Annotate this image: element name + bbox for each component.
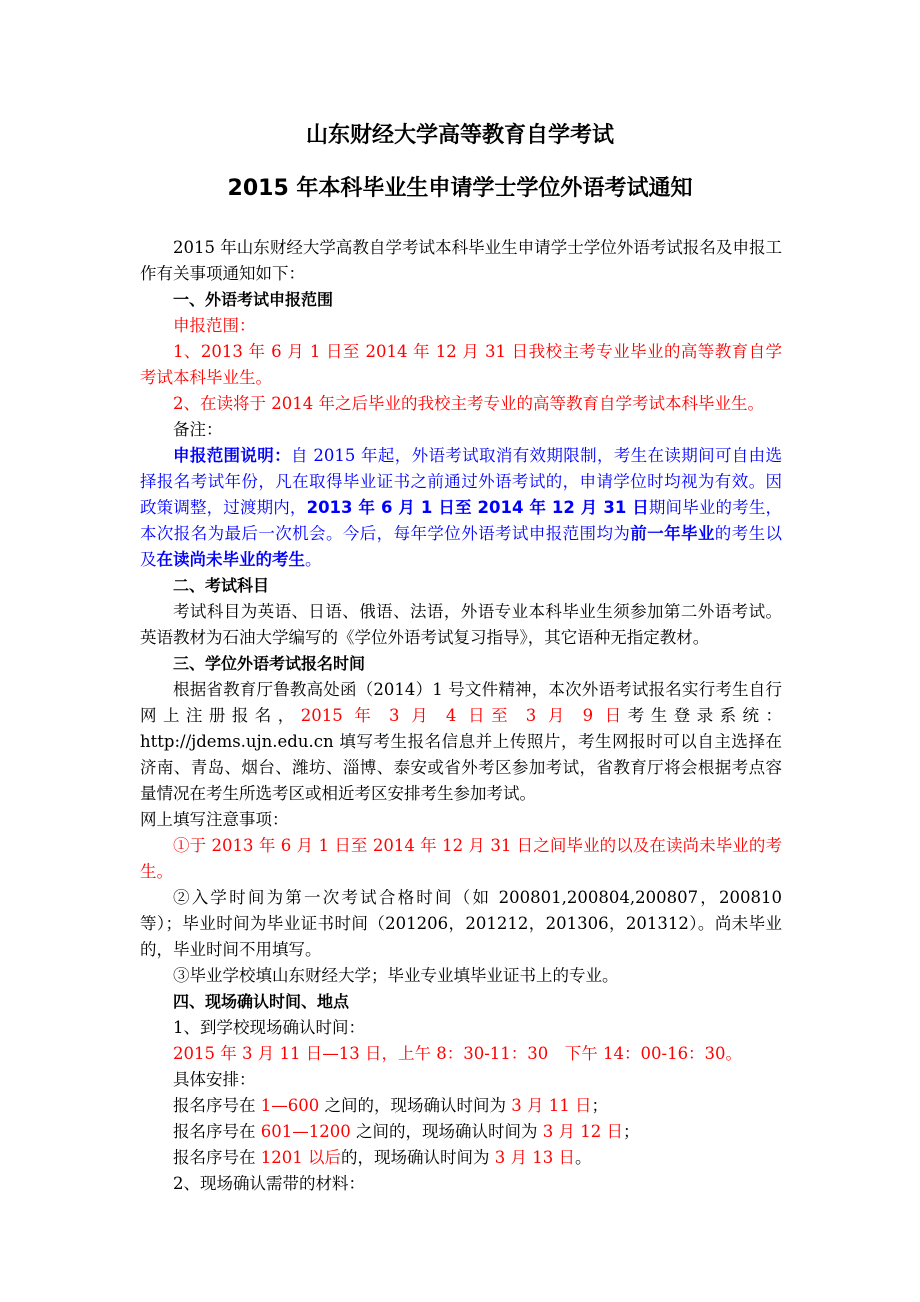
scope-item-2: 2、在读将于 2014 年之后毕业的我校主考专业的高等教育自学考试本科毕业生。 [173,394,764,413]
arrangement-suffix: 。 [574,1148,592,1167]
arrangement-row-1 [140,1093,782,1119]
note-label: 备注： [173,420,223,439]
scope-explanation [140,443,782,573]
arrangement-prefix: 报名序号在 [173,1148,261,1167]
arrangement-date: 3 月 11 日 [511,1096,592,1115]
section1-heading: 一、外语考试申报范围 [173,290,334,309]
arrangement-middle: 之间的，现场确认时间为 [350,1122,543,1141]
confirm-time: 2015 年 3 月 11 日—13 日，上午 8：30-11：30 下午 14：00-16：30。 [173,1044,743,1063]
arrangement-range: 601—1200 [260,1122,351,1141]
explanation-label: 申报范围说明： [173,446,291,465]
arrangement-row-2 [140,1119,782,1145]
explanation-date-range: 2013 年 6 月 1 日至 2014 年 12 月 31 日 [306,498,649,517]
arrangement-label: 具体安排： [173,1070,256,1089]
intro-paragraph: 2015 年山东财经大学高教自学考试本科毕业生申请学士学位外语考试报名及申报工作有关事项通知如下： [140,238,782,283]
explanation-text-2: 期间毕业的考生，本次报名为最后一次机会。今后，每年学位外语考试申报范围均为 [140,498,783,543]
arrangement-date: 3 月 12 日 [542,1122,623,1141]
scope-label: 申报范围： [173,316,256,335]
arrangement-range: 1201 以后 [260,1148,341,1167]
section2-text: 考试科目为英语、日语、俄语、法语，外语专业本科毕业生须参加第二外语考试。英语教材为石油大学编写的《学位外语考试复习指导》，其它语种无指定教材。 [140,602,782,647]
online-note-3: ③毕业学校填山东财经大学；毕业专业填毕业证书上的专业。 [173,966,619,985]
materials-heading: 2、现场确认需带的材料： [173,1174,365,1193]
explanation-text-3: 的考生以及 [140,524,783,569]
scope-item-1: 1、2013 年 6 月 1 日至 2014 年 12 月 31 日我校主考专业毕业的高等教育自学考试本科毕业生。 [140,342,782,387]
arrangement-prefix: 报名序号在 [173,1122,261,1141]
explanation-current-students: 在读尚未毕业的考生 [156,550,305,569]
section3-text [140,677,782,807]
online-note-2: ②入学时间为第一次考试合格时间（如 200801,200804,200807，200810 等）；毕业时间为毕业证书时间（201206，201212，201306，201312）。尚未毕业的，毕业时间不用填写。 [140,888,782,959]
registration-text-1: 根据省教育厅鲁教高处函（2014）1 号文件精神，本次外语考试报名实行考生自行网上注册报名， [140,680,782,725]
arrangement-suffix: ； [622,1122,640,1141]
registration-date-range: 2015 年 3 月 4 日至 3 月 9 日 [300,706,628,725]
section3-heading: 三、学位外语考试报名时间 [173,654,366,673]
section4-heading: 四、现场确认时间、地点 [173,992,350,1011]
explanation-text-4: 。 [305,550,322,569]
online-notes-heading: 网上填写注意事项： [140,810,289,829]
registration-text-2: 考生登录系统：http://jdems.ujn.edu.cn 填写考生报名信息并上传照片，考生网报时可以自主选择在济南、青岛、烟台、潍坊、淄博、泰安或省外考区参加考试，省教育厅将会根据考点容量情况在考生所选考区或相近考区安排考生参加考试。 [140,706,783,803]
document-title-line1: 山东财经大学高等教育自学考试 [305,123,614,148]
section2-heading: 二、考试科目 [173,576,270,595]
arrangement-date: 3 月 13 日 [494,1148,575,1167]
document-title-line2: 2015 年本科毕业生申请学士学位外语考试通知 [227,176,693,201]
confirm-time-heading: 1、到学校现场确认时间： [173,1018,365,1037]
arrangement-middle: 的，现场确认时间为 [341,1148,495,1167]
arrangement-middle: 之间的，现场确认时间为 [319,1096,512,1115]
arrangement-row-3 [140,1145,782,1171]
document-body [140,235,782,1197]
online-note-1: ①于 2013 年 6 月 1 日至 2014 年 12 月 31 日之间毕业的以及在读尚未毕业的考生。 [140,836,782,881]
arrangement-range: 1—600 [260,1096,320,1115]
explanation-text-1: 自 2015 年起，外语考试取消有效期限制，考生在读期间可自由选择报名考试年份，凡在取得毕业证书之前通过外语考试的，申请学位时均视为有效。因政策调整，过渡期内， [140,446,783,517]
explanation-previous-year: 前一年毕业 [630,524,715,543]
arrangement-prefix: 报名序号在 [173,1096,261,1115]
arrangement-suffix: ； [591,1096,608,1115]
